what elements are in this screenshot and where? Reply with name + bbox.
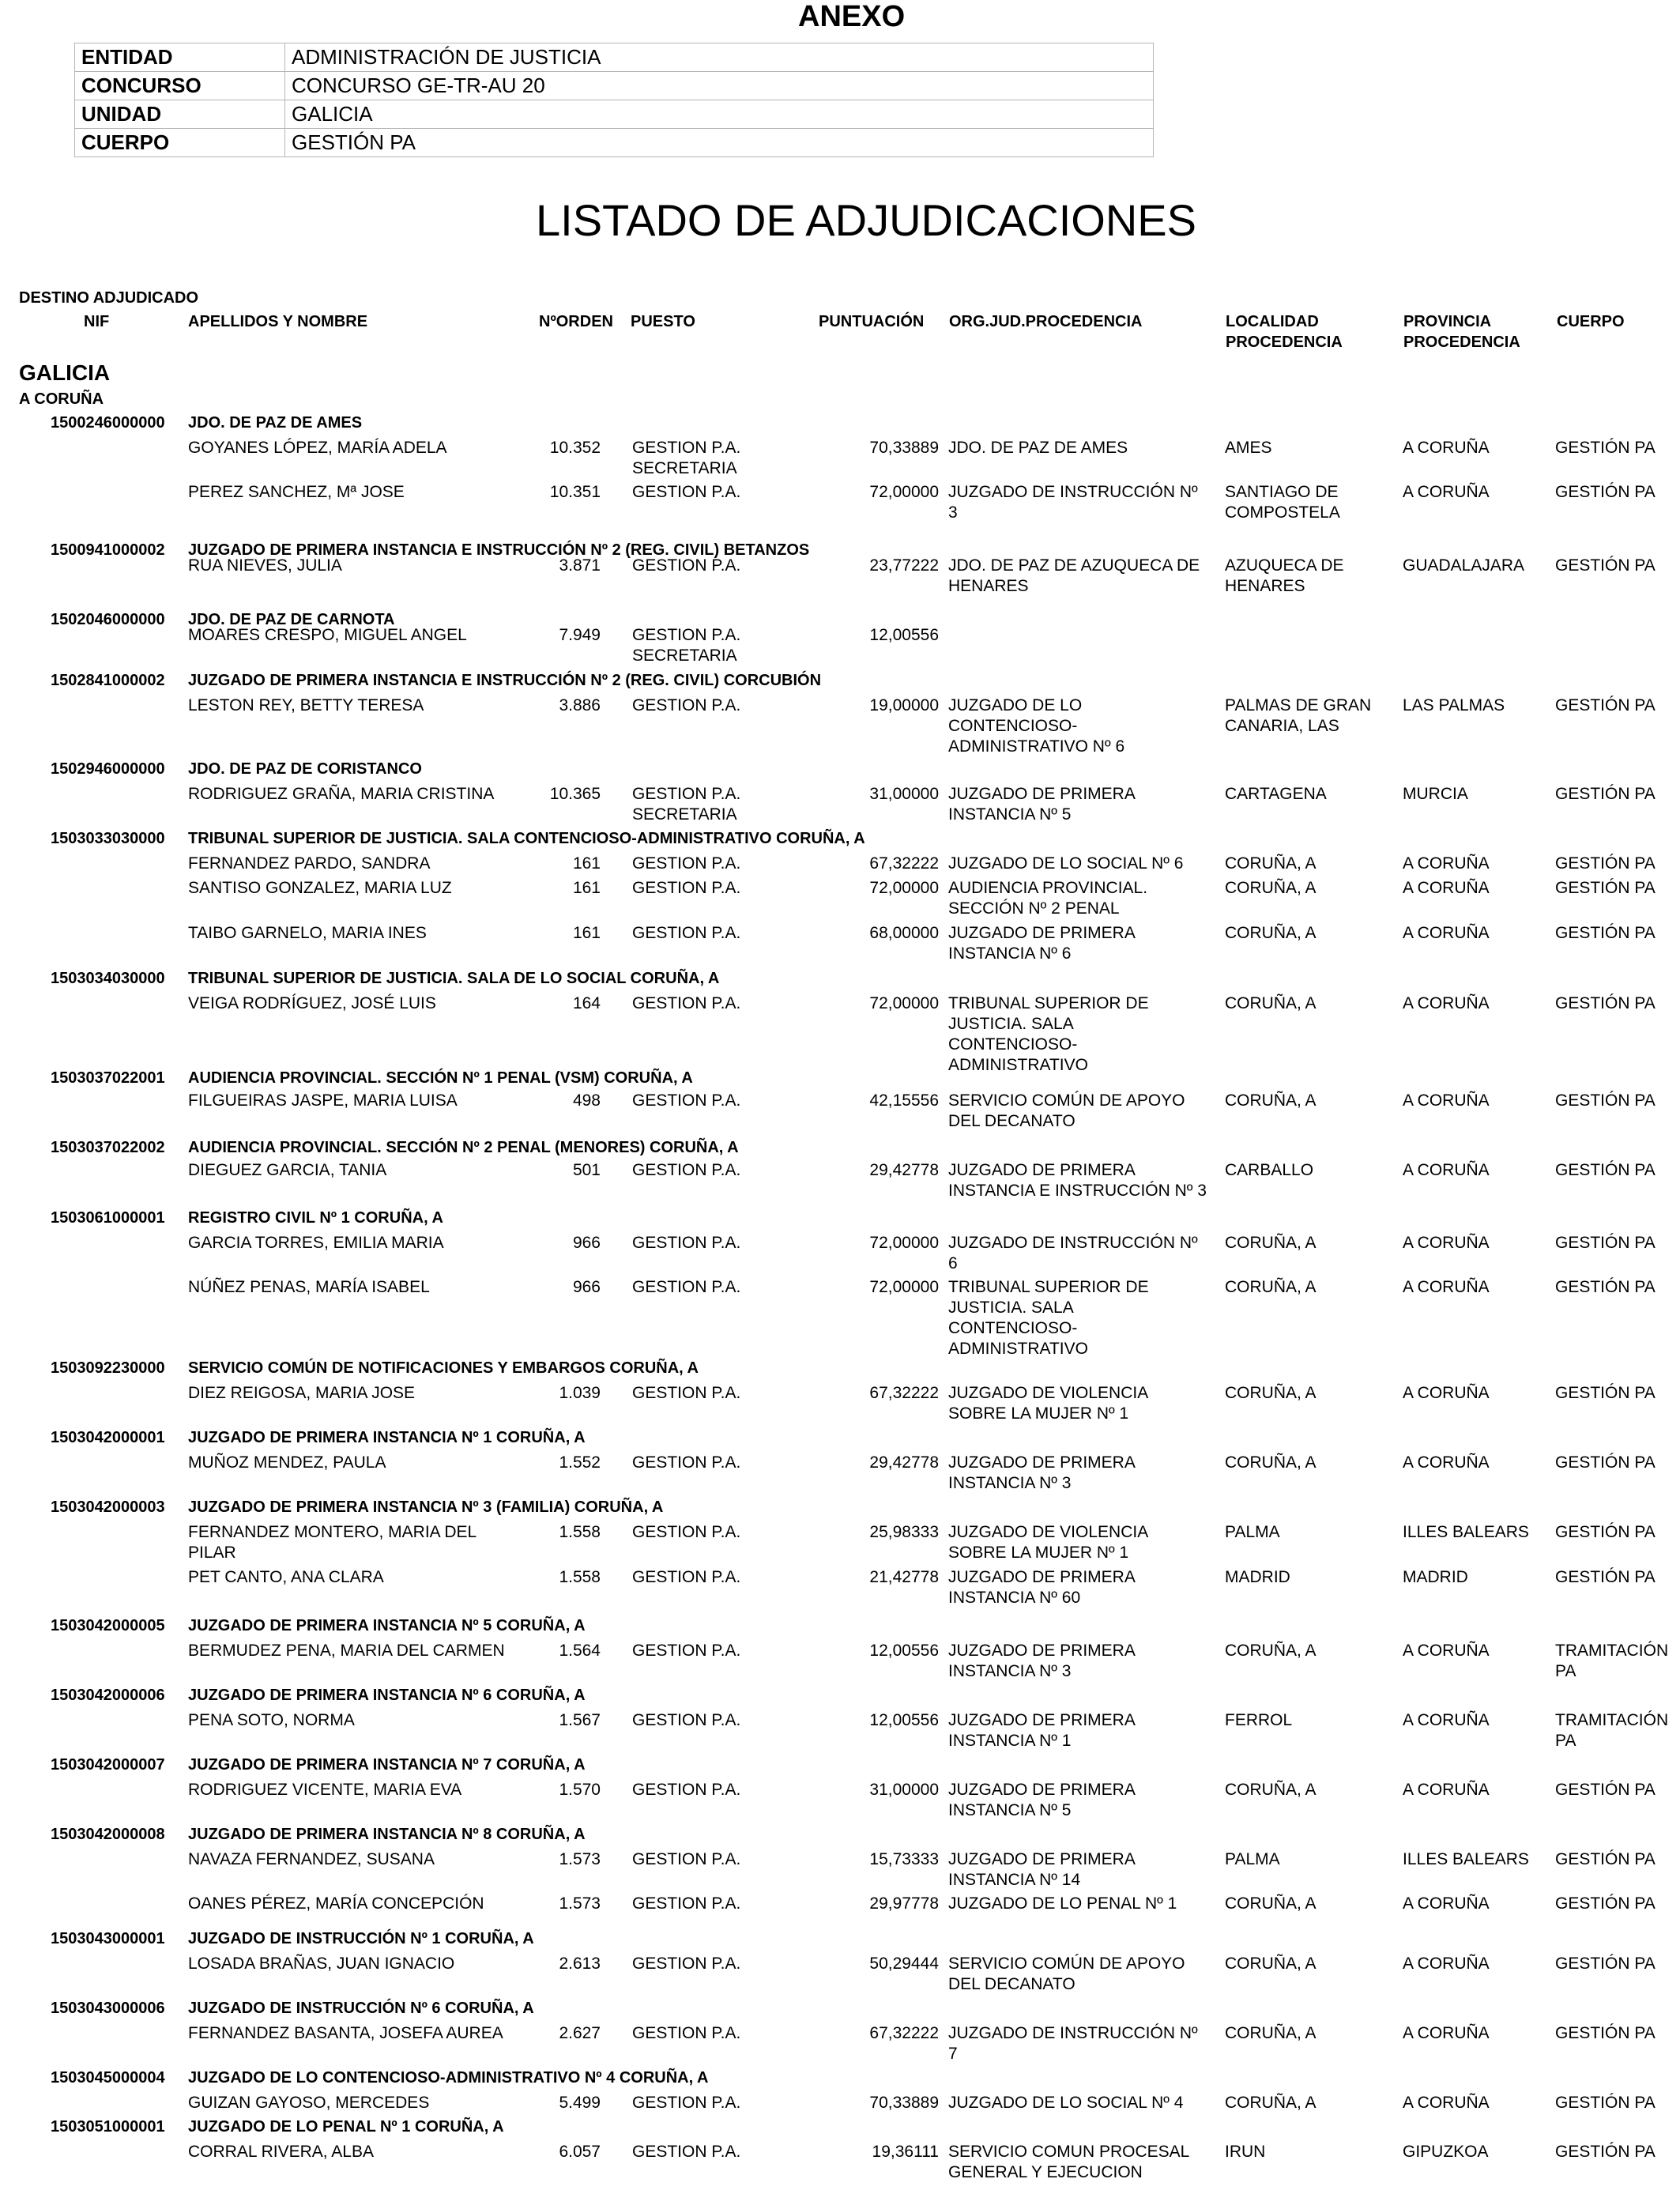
meta-row — [75, 43, 1154, 72]
score: 67,32222 — [869, 2024, 939, 2042]
origin-locality: CORUÑA, A — [1225, 1781, 1317, 1799]
order-number: 5.499 — [559, 2094, 601, 2112]
origin-locality: CORUÑA, A — [1225, 2024, 1317, 2042]
destination-name: JUZGADO DE PRIMERA INSTANCIA E INSTRUCCIÓN Nº 2 (REG. CIVIL) CORCUBIÓN — [188, 672, 822, 689]
origin-province: A CORUÑA — [1403, 1955, 1490, 1973]
origin-court: JDO. DE PAZ DE AMES — [948, 439, 1128, 457]
origin-province: A CORUÑA — [1403, 1453, 1490, 1472]
score: 23,77222 — [869, 556, 939, 575]
origin-locality: CORUÑA, A — [1225, 1091, 1317, 1110]
body-corps: GESTIÓN PA — [1555, 924, 1656, 942]
header-apellidos: APELLIDOS Y NOMBRE — [188, 313, 368, 330]
destination-code: 1503037022001 — [51, 1069, 165, 1087]
header-nif: NIF — [84, 313, 110, 330]
applicant-name: FERNANDEZ MONTERO, MARIA DEL PILAR — [188, 1523, 477, 1562]
destination-code: 1503092230000 — [51, 1359, 165, 1377]
position: GESTION P.A. SECRETARIA — [632, 626, 741, 665]
origin-locality: CARTAGENA — [1225, 785, 1327, 803]
order-number: 10.365 — [549, 785, 601, 803]
order-number: 3.871 — [559, 556, 601, 575]
body-corps: GESTIÓN PA — [1555, 696, 1656, 714]
body-corps: GESTIÓN PA — [1555, 556, 1656, 575]
origin-court: AUDIENCIA PROVINCIAL. SECCIÓN Nº 2 PENAL — [948, 879, 1148, 918]
score: 72,00000 — [869, 1234, 939, 1252]
destination-code: 1502946000000 — [51, 760, 165, 778]
applicant-name: CORRAL RIVERA, ALBA — [188, 2143, 374, 2161]
meta-value: CONCURSO GE-TR-AU 20 — [285, 72, 1154, 100]
origin-province: A CORUÑA — [1403, 1781, 1490, 1799]
position: GESTION P.A. SECRETARIA — [632, 785, 741, 824]
destination-name: JUZGADO DE PRIMERA INSTANCIA Nº 1 CORUÑA, A — [188, 1429, 586, 1446]
destination-name: SERVICIO COMÚN DE NOTIFICACIONES Y EMBARGOS CORUÑA, A — [188, 1359, 699, 1377]
body-corps: GESTIÓN PA — [1555, 1091, 1656, 1110]
score: 12,00556 — [869, 626, 939, 644]
origin-court: JDO. DE PAZ DE AZUQUECA DE HENARES — [948, 556, 1200, 595]
body-corps: GESTIÓN PA — [1555, 854, 1656, 873]
order-number: 1.567 — [559, 1711, 601, 1729]
origin-locality: PALMAS DE GRAN CANARIA, LAS — [1225, 696, 1372, 735]
origin-province: A CORUÑA — [1403, 1161, 1490, 1179]
applicant-name: MOARES CRESPO, MIGUEL ANGEL — [188, 626, 467, 644]
position: GESTION P.A. — [632, 1091, 741, 1110]
applicant-name: PEREZ SANCHEZ, Mª JOSE — [188, 483, 405, 501]
body-corps: GESTIÓN PA — [1555, 1278, 1656, 1296]
order-number: 161 — [572, 879, 601, 897]
order-number: 161 — [572, 924, 601, 942]
position: GESTION P.A. — [632, 994, 741, 1012]
origin-locality: FERROL — [1225, 1711, 1293, 1729]
body-corps: GESTIÓN PA — [1555, 879, 1656, 897]
origin-court: SERVICIO COMÚN DE APOYO DEL DECANATO — [948, 1955, 1185, 1993]
origin-locality: CORUÑA, A — [1225, 1894, 1317, 1913]
destination-code: 1503043000006 — [51, 2000, 165, 2017]
origin-court: JUZGADO DE VIOLENCIA SOBRE LA MUJER Nº 1 — [948, 1384, 1149, 1423]
destination-name: JUZGADO DE PRIMERA INSTANCIA Nº 7 CORUÑA, A — [188, 1756, 586, 1774]
meta-key: CONCURSO — [75, 72, 285, 100]
header-org: ORG.JUD.PROCEDENCIA — [949, 313, 1143, 330]
origin-locality: CORUÑA, A — [1225, 1453, 1317, 1472]
origin-province: A CORUÑA — [1403, 483, 1490, 501]
score: 67,32222 — [869, 854, 939, 873]
destination-name: JDO. DE PAZ DE AMES — [188, 414, 363, 432]
order-number: 1.552 — [559, 1453, 601, 1472]
origin-province: A CORUÑA — [1403, 854, 1490, 873]
anexo-title: ANEXO — [798, 0, 906, 33]
destination-code: 1502841000002 — [51, 672, 165, 689]
body-corps: GESTIÓN PA — [1555, 483, 1656, 501]
meta-table — [74, 43, 1154, 157]
origin-locality: CORUÑA, A — [1225, 2094, 1317, 2112]
order-number: 6.057 — [559, 2143, 601, 2161]
body-corps: GESTIÓN PA — [1555, 994, 1656, 1012]
position: GESTION P.A. — [632, 854, 741, 873]
order-number: 1.558 — [559, 1568, 601, 1586]
origin-locality: CORUÑA, A — [1225, 1955, 1317, 1973]
origin-province: A CORUÑA — [1403, 439, 1490, 457]
header-localidad: LOCALIDAD PROCEDENCIA — [1226, 313, 1343, 351]
score: 29,42778 — [869, 1161, 939, 1179]
destination-name: JDO. DE PAZ DE CARNOTA — [188, 611, 395, 628]
position: GESTION P.A. — [632, 879, 741, 897]
body-corps: GESTIÓN PA — [1555, 1234, 1656, 1252]
applicant-name: LOSADA BRAÑAS, JUAN IGNACIO — [188, 1955, 455, 1973]
origin-court: JUZGADO DE PRIMERA INSTANCIA Nº 3 — [948, 1642, 1136, 1680]
order-number: 1.573 — [559, 1850, 601, 1868]
order-number: 2.627 — [559, 2024, 601, 2042]
destination-code: 1500246000000 — [51, 414, 165, 432]
meta-row — [75, 129, 1154, 157]
origin-locality: PALMA — [1225, 1523, 1280, 1541]
header-cuerpo: CUERPO — [1557, 313, 1625, 330]
score: 70,33889 — [869, 2094, 939, 2112]
origin-court: JUZGADO DE PRIMERA INSTANCIA Nº 3 — [948, 1453, 1136, 1492]
score: 72,00000 — [869, 1278, 939, 1296]
origin-court: JUZGADO DE INSTRUCCIÓN Nº 3 — [948, 483, 1198, 522]
destination-code: 1503045000004 — [51, 2069, 165, 2087]
origin-court: JUZGADO DE PRIMERA INSTANCIA Nº 14 — [948, 1850, 1136, 1889]
origin-province: A CORUÑA — [1403, 2024, 1490, 2042]
origin-province: A CORUÑA — [1403, 1234, 1490, 1252]
score: 29,97778 — [869, 1894, 939, 1913]
position: GESTION P.A. — [632, 1568, 741, 1586]
origin-court: JUZGADO DE LO CONTENCIOSO- ADMINISTRATIVO Nº 6 — [948, 696, 1125, 756]
applicant-name: OANES PÉREZ, MARÍA CONCEPCIÓN — [188, 1894, 484, 1913]
origin-province: A CORUÑA — [1403, 1091, 1490, 1110]
position: GESTION P.A. — [632, 2024, 741, 2042]
order-number: 966 — [572, 1234, 601, 1252]
order-number: 10.352 — [549, 439, 601, 457]
destination-code: 1503042000001 — [51, 1429, 165, 1446]
body-corps: GESTIÓN PA — [1555, 439, 1656, 457]
order-number: 1.570 — [559, 1781, 601, 1799]
destination-name: AUDIENCIA PROVINCIAL. SECCIÓN Nº 1 PENAL (VSM) CORUÑA, A — [188, 1069, 693, 1087]
applicant-name: GOYANES LÓPEZ, MARÍA ADELA — [188, 439, 447, 457]
position: GESTION P.A. — [632, 1161, 741, 1179]
applicant-name: VEIGA RODRÍGUEZ, JOSÉ LUIS — [188, 994, 436, 1012]
applicant-name: FILGUEIRAS JASPE, MARIA LUISA — [188, 1091, 458, 1110]
origin-locality: SANTIAGO DE COMPOSTELA — [1225, 483, 1340, 522]
origin-locality: MADRID — [1225, 1568, 1290, 1586]
destination-code: 1502046000000 — [51, 611, 165, 628]
list-title: LISTADO DE ADJUDICACIONES — [536, 195, 1197, 245]
destination-code: 1503042000005 — [51, 1617, 165, 1634]
score: 67,32222 — [869, 1384, 939, 1402]
score: 19,00000 — [869, 696, 939, 714]
origin-locality: AZUQUECA DE HENARES — [1225, 556, 1344, 595]
origin-court: JUZGADO DE PRIMERA INSTANCIA Nº 6 — [948, 924, 1136, 963]
applicant-name: FERNANDEZ BASANTA, JOSEFA AUREA — [188, 2024, 503, 2042]
destination-name: JUZGADO DE INSTRUCCIÓN Nº 1 CORUÑA, A — [188, 1930, 534, 1947]
origin-locality: CORUÑA, A — [1225, 1278, 1317, 1296]
body-corps: GESTIÓN PA — [1555, 2024, 1656, 2042]
province-heading: A CORUÑA — [19, 390, 104, 408]
position: GESTION P.A. — [632, 1523, 741, 1541]
destination-name: TRIBUNAL SUPERIOR DE JUSTICIA. SALA DE LO SOCIAL CORUÑA, A — [188, 970, 720, 987]
applicant-name: DIEGUEZ GARCIA, TANIA — [188, 1161, 387, 1179]
applicant-name: LESTON REY, BETTY TERESA — [188, 696, 424, 714]
order-number: 501 — [572, 1161, 601, 1179]
destination-code: 1503043000001 — [51, 1930, 165, 1947]
origin-court: JUZGADO DE INSTRUCCIÓN Nº 6 — [948, 1234, 1198, 1272]
destination-name: TRIBUNAL SUPERIOR DE JUSTICIA. SALA CONTENCIOSO-ADMINISTRATIVO CORUÑA, A — [188, 830, 865, 847]
origin-province: GIPUZKOA — [1403, 2143, 1489, 2161]
order-number: 161 — [572, 854, 601, 873]
order-number: 7.949 — [559, 626, 601, 644]
body-corps: GESTIÓN PA — [1555, 1955, 1656, 1973]
meta-row — [75, 100, 1154, 129]
position: GESTION P.A. — [632, 1453, 741, 1472]
origin-locality: CORUÑA, A — [1225, 924, 1317, 942]
body-corps: GESTIÓN PA — [1555, 1568, 1656, 1586]
origin-province: A CORUÑA — [1403, 1894, 1490, 1913]
origin-court: SERVICIO COMÚN DE APOYO DEL DECANATO — [948, 1091, 1185, 1130]
position: GESTION P.A. — [632, 1894, 741, 1913]
score: 68,00000 — [869, 924, 939, 942]
destination-name: AUDIENCIA PROVINCIAL. SECCIÓN Nº 2 PENAL (MENORES) CORUÑA, A — [188, 1139, 739, 1156]
origin-court: JUZGADO DE LO SOCIAL Nº 6 — [948, 854, 1184, 873]
origin-court: TRIBUNAL SUPERIOR DE JUSTICIA. SALA CONTENCIOSO- ADMINISTRATIVO — [948, 994, 1149, 1074]
origin-province: A CORUÑA — [1403, 1642, 1490, 1660]
position: GESTION P.A. SECRETARIA — [632, 439, 741, 477]
origin-locality: IRUN — [1225, 2143, 1266, 2161]
destination-code: 1503042000008 — [51, 1826, 165, 1843]
destination-name: JUZGADO DE PRIMERA INSTANCIA Nº 6 CORUÑA, A — [188, 1687, 586, 1704]
score: 25,98333 — [869, 1523, 939, 1541]
destination-code: 1503042000003 — [51, 1498, 165, 1516]
destination-name: JUZGADO DE PRIMERA INSTANCIA Nº 3 (FAMILIA) CORUÑA, A — [188, 1498, 664, 1516]
header-provincia: PROVINCIA PROCEDENCIA — [1403, 313, 1520, 351]
position: GESTION P.A. — [632, 1384, 741, 1402]
score: 50,29444 — [869, 1955, 939, 1973]
origin-court: JUZGADO DE PRIMERA INSTANCIA Nº 5 — [948, 1781, 1136, 1819]
body-corps: GESTIÓN PA — [1555, 1781, 1656, 1799]
score: 12,00556 — [869, 1711, 939, 1729]
order-number: 3.886 — [559, 696, 601, 714]
destination-code: 1503042000006 — [51, 1687, 165, 1704]
applicant-name: RODRIGUEZ VICENTE, MARIA EVA — [188, 1781, 462, 1799]
destination-code: 1503042000007 — [51, 1756, 165, 1774]
position: GESTION P.A. — [632, 2143, 741, 2161]
origin-province: A CORUÑA — [1403, 924, 1490, 942]
order-number: 1.558 — [559, 1523, 601, 1541]
order-number: 1.564 — [559, 1642, 601, 1660]
origin-province: A CORUÑA — [1403, 1384, 1490, 1402]
order-number: 1.573 — [559, 1894, 601, 1913]
body-corps: GESTIÓN PA — [1555, 785, 1656, 803]
position: GESTION P.A. — [632, 1955, 741, 1973]
destination-name: JUZGADO DE PRIMERA INSTANCIA E INSTRUCCIÓN Nº 2 (REG. CIVIL) BETANZOS — [188, 541, 810, 559]
origin-locality: CORUÑA, A — [1225, 1234, 1317, 1252]
origin-court: TRIBUNAL SUPERIOR DE JUSTICIA. SALA CONTENCIOSO- ADMINISTRATIVO — [948, 1278, 1149, 1358]
destination-name: JDO. DE PAZ DE CORISTANCO — [188, 760, 422, 778]
origin-locality: CORUÑA, A — [1225, 994, 1317, 1012]
destination-name: REGISTRO CIVIL Nº 1 CORUÑA, A — [188, 1209, 443, 1227]
position: GESTION P.A. — [632, 483, 741, 501]
origin-locality: CORUÑA, A — [1225, 879, 1317, 897]
applicant-name: FERNANDEZ PARDO, SANDRA — [188, 854, 431, 873]
meta-value: GALICIA — [285, 100, 1154, 129]
score: 15,73333 — [869, 1850, 939, 1868]
origin-province: A CORUÑA — [1403, 994, 1490, 1012]
applicant-name: MUÑOZ MENDEZ, PAULA — [188, 1453, 386, 1472]
origin-locality: AMES — [1225, 439, 1272, 457]
destination-name: JUZGADO DE INSTRUCCIÓN Nº 6 CORUÑA, A — [188, 2000, 534, 2017]
score: 29,42778 — [869, 1453, 939, 1472]
origin-locality: CORUÑA, A — [1225, 1384, 1317, 1402]
score: 31,00000 — [869, 1781, 939, 1799]
position: GESTION P.A. — [632, 696, 741, 714]
header-puesto: PUESTO — [631, 313, 695, 330]
origin-locality: CORUÑA, A — [1225, 854, 1317, 873]
origin-province: A CORUÑA — [1403, 1278, 1490, 1296]
body-corps: GESTIÓN PA — [1555, 1523, 1656, 1541]
applicant-name: NAVAZA FERNANDEZ, SUSANA — [188, 1850, 435, 1868]
score: 31,00000 — [869, 785, 939, 803]
position: GESTION P.A. — [632, 1278, 741, 1296]
destination-code: 1503037022002 — [51, 1139, 165, 1156]
score: 72,00000 — [869, 994, 939, 1012]
order-number: 498 — [572, 1091, 601, 1110]
order-number: 1.039 — [559, 1384, 601, 1402]
position: GESTION P.A. — [632, 1850, 741, 1868]
position: GESTION P.A. — [632, 556, 741, 575]
body-corps: GESTIÓN PA — [1555, 2143, 1656, 2161]
applicant-name: RODRIGUEZ GRAÑA, MARIA CRISTINA — [188, 785, 495, 803]
score: 12,00556 — [869, 1642, 939, 1660]
origin-court: JUZGADO DE VIOLENCIA SOBRE LA MUJER Nº 1 — [948, 1523, 1149, 1562]
applicant-name: TAIBO GARNELO, MARIA INES — [188, 924, 427, 942]
header-destino: DESTINO ADJUDICADO — [19, 289, 199, 307]
applicant-name: PET CANTO, ANA CLARA — [188, 1568, 384, 1586]
origin-province: MURCIA — [1403, 785, 1468, 803]
body-corps: TRAMITACIÓN PA — [1555, 1642, 1669, 1680]
applicant-name: BERMUDEZ PENA, MARIA DEL CARMEN — [188, 1642, 505, 1660]
origin-province: GUADALAJARA — [1403, 556, 1525, 575]
origin-court: JUZGADO DE INSTRUCCIÓN Nº 7 — [948, 2024, 1198, 2063]
origin-court: SERVICIO COMUN PROCESAL GENERAL Y EJECUCION — [948, 2143, 1190, 2181]
origin-province: A CORUÑA — [1403, 879, 1490, 897]
meta-key: UNIDAD — [75, 100, 285, 129]
applicant-name: DIEZ REIGOSA, MARIA JOSE — [188, 1384, 416, 1402]
destination-name: JUZGADO DE LO PENAL Nº 1 CORUÑA, A — [188, 2118, 504, 2136]
meta-value: GESTIÓN PA — [285, 129, 1154, 157]
origin-province: LAS PALMAS — [1403, 696, 1505, 714]
score: 42,15556 — [869, 1091, 939, 1110]
order-number: 164 — [572, 994, 601, 1012]
destination-code: 1500941000002 — [51, 541, 165, 559]
body-corps: TRAMITACIÓN PA — [1555, 1711, 1669, 1750]
origin-province: A CORUÑA — [1403, 2094, 1490, 2112]
applicant-name: GUIZAN GAYOSO, MERCEDES — [188, 2094, 430, 2112]
position: GESTION P.A. — [632, 924, 741, 942]
body-corps: GESTIÓN PA — [1555, 1894, 1656, 1913]
order-number: 10.351 — [549, 483, 601, 501]
meta-value: ADMINISTRACIÓN DE JUSTICIA — [285, 43, 1154, 72]
destination-code: 1503033030000 — [51, 830, 165, 847]
applicant-name: NÚÑEZ PENAS, MARÍA ISABEL — [188, 1278, 430, 1296]
order-number: 2.613 — [559, 1955, 601, 1973]
destination-code: 1503034030000 — [51, 970, 165, 987]
origin-province: A CORUÑA — [1403, 1711, 1490, 1729]
origin-province: ILLES BALEARS — [1403, 1523, 1529, 1541]
applicant-name: PENA SOTO, NORMA — [188, 1711, 355, 1729]
applicant-name: RUA NIEVES, JULIA — [188, 556, 342, 575]
applicant-name: GARCIA TORRES, EMILIA MARIA — [188, 1234, 444, 1252]
origin-court: JUZGADO DE LO PENAL Nº 1 — [948, 1894, 1177, 1913]
origin-court: JUZGADO DE LO SOCIAL Nº 4 — [948, 2094, 1184, 2112]
origin-province: ILLES BALEARS — [1403, 1850, 1529, 1868]
body-corps: GESTIÓN PA — [1555, 1161, 1656, 1179]
position: GESTION P.A. — [632, 1711, 741, 1729]
body-corps: GESTIÓN PA — [1555, 1850, 1656, 1868]
meta-row — [75, 72, 1154, 100]
destination-name: JUZGADO DE PRIMERA INSTANCIA Nº 8 CORUÑA, A — [188, 1826, 586, 1843]
origin-locality: CORUÑA, A — [1225, 1642, 1317, 1660]
score: 72,00000 — [869, 879, 939, 897]
region-heading: GALICIA — [19, 360, 111, 385]
position: GESTION P.A. — [632, 2094, 741, 2112]
origin-locality: PALMA — [1225, 1850, 1280, 1868]
applicant-name: SANTISO GONZALEZ, MARIA LUZ — [188, 879, 452, 897]
origin-court: JUZGADO DE PRIMERA INSTANCIA Nº 5 — [948, 785, 1136, 824]
score: 70,33889 — [869, 439, 939, 457]
origin-province: MADRID — [1403, 1568, 1468, 1586]
destination-name: JUZGADO DE PRIMERA INSTANCIA Nº 5 CORUÑA, A — [188, 1617, 586, 1634]
body-corps: GESTIÓN PA — [1555, 1453, 1656, 1472]
meta-key: ENTIDAD — [75, 43, 285, 72]
body-corps: GESTIÓN PA — [1555, 2094, 1656, 2112]
position: GESTION P.A. — [632, 1642, 741, 1660]
origin-locality: CARBALLO — [1225, 1161, 1314, 1179]
score: 21,42778 — [869, 1568, 939, 1586]
destination-name: JUZGADO DE LO CONTENCIOSO-ADMINISTRATIVO Nº 4 CORUÑA, A — [188, 2069, 709, 2087]
score: 72,00000 — [869, 483, 939, 501]
body-corps: GESTIÓN PA — [1555, 1384, 1656, 1402]
destination-code: 1503051000001 — [51, 2118, 165, 2136]
header-orden: NºORDEN — [539, 313, 613, 330]
position: GESTION P.A. — [632, 1234, 741, 1252]
header-puntuacion: PUNTUACIÓN — [819, 313, 925, 330]
origin-court: JUZGADO DE PRIMERA INSTANCIA E INSTRUCCIÓN Nº 3 — [948, 1161, 1207, 1200]
origin-court: JUZGADO DE PRIMERA INSTANCIA Nº 1 — [948, 1711, 1136, 1750]
destination-code: 1503061000001 — [51, 1209, 165, 1227]
meta-key: CUERPO — [75, 129, 285, 157]
order-number: 966 — [572, 1278, 601, 1296]
origin-court: JUZGADO DE PRIMERA INSTANCIA Nº 60 — [948, 1568, 1136, 1607]
score: 19,36111 — [872, 2143, 939, 2161]
position: GESTION P.A. — [632, 1781, 741, 1799]
